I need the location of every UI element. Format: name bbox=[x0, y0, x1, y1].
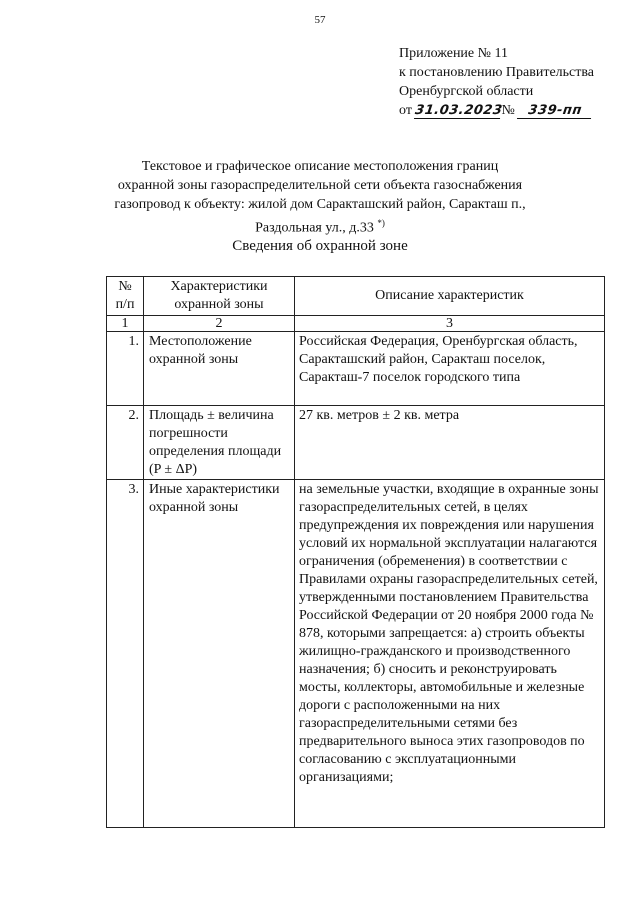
row-index: 1. bbox=[107, 332, 144, 406]
header-characteristic: Характеристики охранной зоны bbox=[144, 277, 295, 316]
row-description: на земельные участки, входящие в охранные зоны газораспределительных сетей, в целях предупреждения их повреждения или нарушения условий их нормальной эксплуатации налагаются ограничения (обременения) в соответствии с Правилами охраны газораспределительных сетей, утвержденными постановлением Правительства Российской Федерации от 20 ноября 2000 года № 878, которыми запрещается: а) строить объекты жилищно-гражданского и производственного назначения; б) сносить и реконструировать мосты, коллекторы, автомобильные и железные дороги с расположенными на них газораспределительными сетями без предварительного выноса этих газопроводов по согласованию с эксплуатационными организациями; bbox=[295, 480, 605, 828]
title-line-4 bbox=[100, 214, 540, 238]
row-characteristic: Иные характеристики охранной зоны bbox=[144, 480, 295, 828]
footnote-mark: *) bbox=[377, 218, 385, 228]
zone-info-table bbox=[106, 276, 605, 828]
row-index: 3. bbox=[107, 480, 144, 828]
table-row bbox=[107, 332, 605, 406]
handwritten-number: 339-пп bbox=[517, 104, 593, 119]
table-row bbox=[107, 406, 605, 480]
row-index: 2. bbox=[107, 406, 144, 480]
table-header-row bbox=[107, 277, 605, 316]
document-title bbox=[100, 157, 540, 238]
row-description: Российская Федерация, Оренбургская область, Саракташский район, Саракташ поселок, Саракташ-7 поселок городского типа bbox=[295, 332, 605, 406]
title-line-3: газопровод к объекту: жилой дом Саракташский район, Саракташ п., bbox=[114, 197, 526, 212]
title-address-end: Раздольная ул., д.33 bbox=[255, 220, 374, 236]
appendix-date-number-line bbox=[399, 101, 594, 120]
column-number: 2 bbox=[144, 316, 295, 332]
appendix-block bbox=[399, 44, 594, 120]
number-sign: № bbox=[501, 103, 515, 118]
column-number: 3 bbox=[295, 316, 605, 332]
date-prefix: от bbox=[399, 103, 412, 118]
title-line-1: Текстовое и графическое описание местоположения границ bbox=[141, 159, 499, 174]
row-characteristic: Площадь ± величина погрешности определения площади (P ± ΔP) bbox=[144, 406, 295, 480]
handwritten-date: 31.03.2023 bbox=[414, 103, 504, 118]
row-characteristic: Местоположение охранной зоны bbox=[144, 332, 295, 406]
title-line-2: охранной зоны газораспределительной сети объекта газоснабжения bbox=[117, 178, 523, 193]
appendix-resolution-ref: к постановлению Правительства bbox=[399, 65, 595, 80]
table-row bbox=[107, 480, 605, 828]
appendix-region: Оренбургской области bbox=[399, 84, 534, 99]
page-number: 57 bbox=[314, 14, 326, 26]
appendix-title: Приложение № 11 bbox=[399, 46, 508, 61]
row-description: 27 кв. метров ± 2 кв. метра bbox=[295, 406, 605, 480]
column-number-row bbox=[107, 316, 605, 332]
section-title: Сведения об охранной зоне bbox=[232, 238, 408, 254]
header-description: Описание характеристик bbox=[295, 277, 605, 316]
header-idx: № п/п bbox=[107, 277, 144, 316]
column-number: 1 bbox=[107, 316, 144, 332]
